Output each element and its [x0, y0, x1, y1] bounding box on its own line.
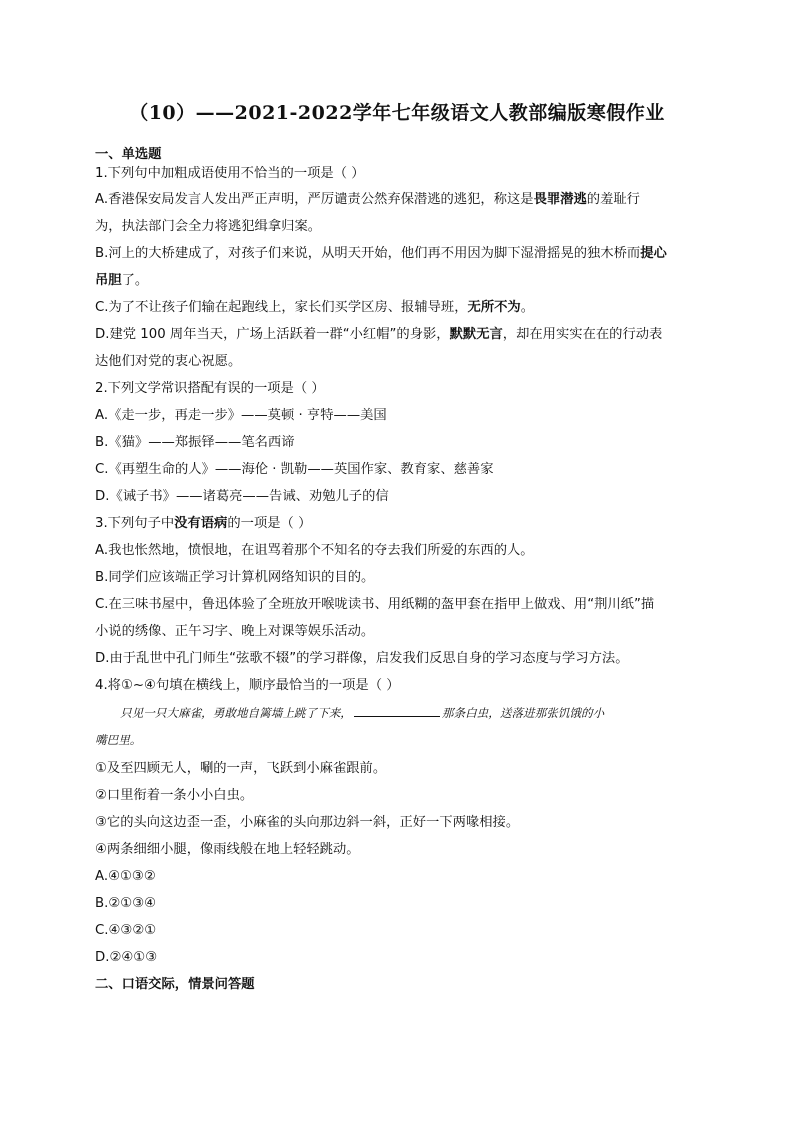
q1-option-c [95, 299, 534, 317]
q4-sentence-2: ②口里衔着一条小小白虫。 [95, 788, 254, 803]
q4-passage-line2: 嘴巴里。 [95, 733, 142, 747]
q3-option-c-line2: 小说的绣像、正午习字、晚上对课等娱乐活动。 [95, 624, 375, 639]
q1-stem: 1.下列句中加粗成语使用不恰当的一项是（ ） [95, 166, 365, 181]
q1-a-text: A.香港保安局发言人发出严正声明，严厉谴责公然弃保潜逃的逃犯，称这是 [95, 192, 534, 207]
q1-a-bold-idiom: 畏罪潜逃 [533, 192, 587, 207]
q2-stem: 2.下列文学常识搭配有误的一项是（ ） [95, 381, 325, 396]
q4-option-d: D.②④①③ [95, 950, 158, 965]
q4-option-b: B.②①③④ [95, 896, 157, 911]
q4-option-c: C.④③②① [95, 923, 157, 938]
section-heading-single-choice: 一、单选题 [95, 147, 162, 162]
q1-d-bold-idiom: 默默无言 [449, 327, 503, 342]
page-title: （10）——2021-2022学年七年级语文人教部编版寒假作业 [129, 102, 665, 124]
q3-stem [95, 515, 311, 533]
q4-stem: 4.将①~④句填在横线上，顺序最恰当的一项是（ ） [95, 678, 400, 693]
q3-option-b: B.同学们应该端正学习计算机网络知识的目的。 [95, 570, 375, 585]
q1-c-bold-idiom: 无所不为 [467, 300, 521, 315]
q1-option-a [95, 191, 640, 209]
q1-option-b [95, 245, 667, 263]
q4-sentence-1: ①及至四顾无人，唰的一声，飞跃到小麻雀跟前。 [95, 761, 387, 776]
q1-d-text-end: ，却在用实实在在的行动表 [502, 327, 663, 342]
q3-option-d: D.由于乱世中孔门师生“弦歌不辍”的学习群像，启发我们反思自身的学习态度与学习方法。 [95, 651, 629, 666]
q2-option-b: B.《猫》——郑振铎——笔名西谛 [95, 435, 295, 450]
q4-sentence-3: ③它的头向这边歪一歪，小麻雀的头向那边斜一斜，正好一下两喙相接。 [95, 815, 520, 830]
q1-b-bold-idiom-part2: 吊胆 [95, 273, 122, 288]
q4-fill-blank [354, 704, 440, 717]
q1-b-text-end: 了。 [121, 273, 149, 288]
q4-passage [120, 704, 604, 722]
q1-option-b-line2 [95, 272, 148, 290]
q3-stem-bold: 没有语病 [174, 516, 228, 531]
q1-option-d-line2: 达他们对党的衷心祝愿。 [95, 354, 242, 369]
q4-option-a: A.④①③② [95, 869, 156, 884]
q3-stem-text: 3.下列句子中 [95, 516, 175, 531]
q3-stem-text-end: 的一项是（ ） [227, 516, 312, 531]
q4-passage-text: 只见一只大麻雀，勇敢地自篱墙上跳了下来， [120, 706, 352, 720]
q2-option-c: C.《再塑生命的人》——海伦 · 凯勒——英国作家、教育家、慈善家 [95, 462, 494, 477]
q2-option-d: D.《诫子书》——诸葛亮——告诫、劝勉儿子的信 [95, 489, 389, 504]
q4-sentence-4: ④两条细细小腿，像雨线般在地上轻轻跳动。 [95, 842, 360, 857]
q3-option-a: A.我也怅然地，愤恨地，在诅骂着那个不知名的夺去我们所爱的东西的人。 [95, 543, 534, 558]
q3-option-c: C.在三味书屋中，鲁迅体验了全班放开喉咙读书、用纸糊的盔甲套在指甲上做戏、用“荆川纸”描 [95, 597, 655, 612]
q1-c-text-end: 。 [520, 300, 535, 315]
q2-option-a: A.《走一步，再走一步》——莫顿 · 亨特——美国 [95, 408, 387, 423]
q4-passage-text-end: 那条白虫，送落进那张饥饿的小 [441, 706, 605, 720]
q1-d-text: D.建党 100 周年当天，广场上活跃着一群“小红帽”的身影， [95, 327, 450, 342]
section-heading-oral-communication: 二、口语交际，情景问答题 [95, 977, 255, 992]
q1-b-text: B.河上的大桥建成了，对孩子们来说，从明天开始，他们再不用因为脚下湿滑摇晃的独木桥而 [95, 246, 641, 261]
q1-b-bold-idiom-part1: 提心 [640, 246, 667, 261]
q1-c-text: C.为了不让孩子们输在起跑线上，家长们买学区房、报辅导班， [95, 300, 468, 315]
q1-option-d [95, 326, 662, 344]
q1-option-a-line2: 为，执法部门会全力将逃犯缉拿归案。 [95, 219, 322, 234]
q1-a-text-end: 的羞耻行 [586, 192, 640, 207]
